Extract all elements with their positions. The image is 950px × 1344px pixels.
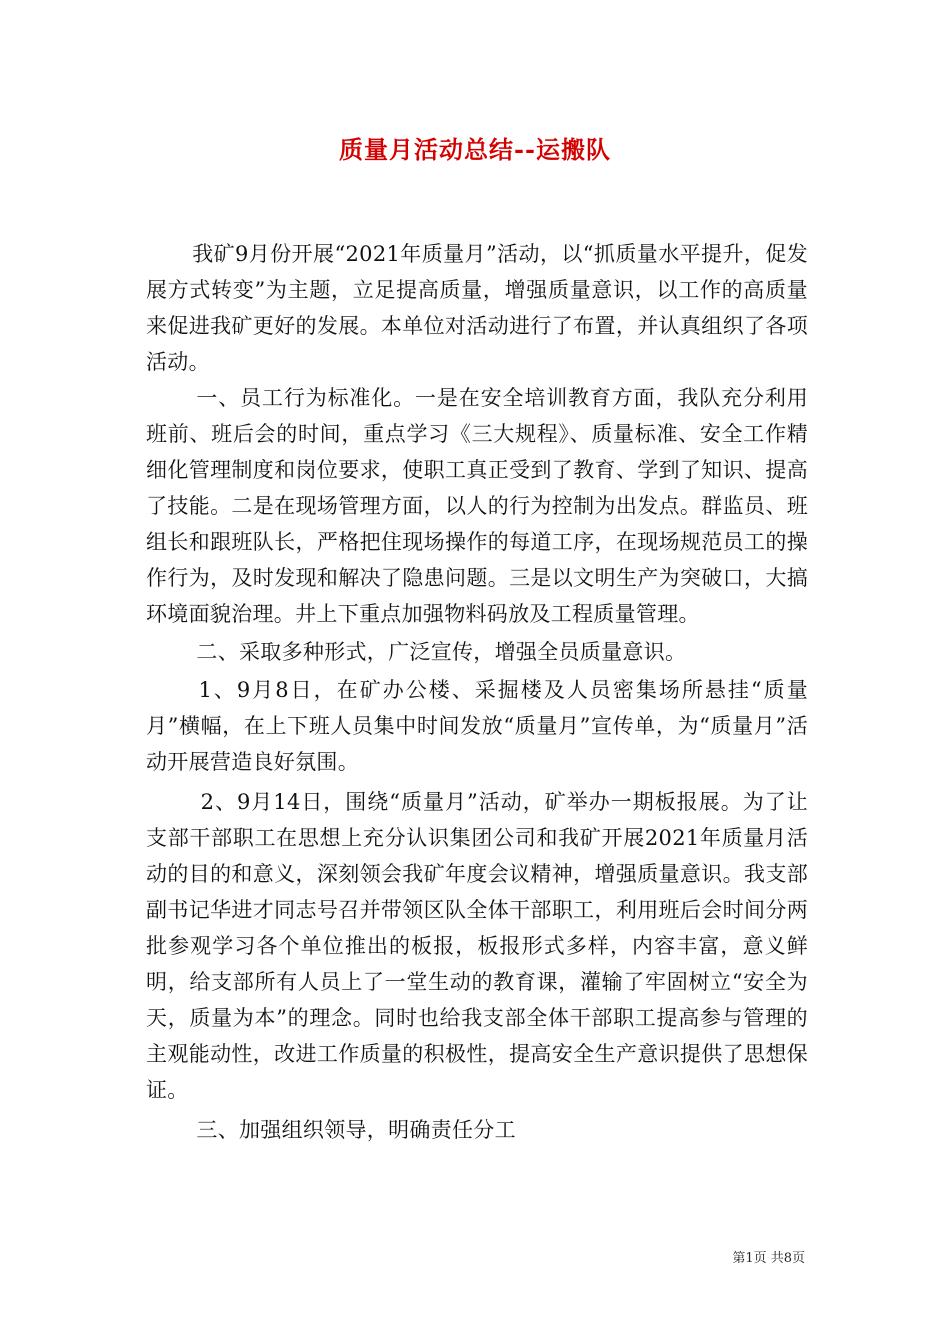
paragraph-item-2: 2、9月14日，围绕“质量月”活动，矿举办一期板报展。为了让支部干部职工在思想上充分认识集团公司和我矿开展2021年质量月活动的目的和意义，深刻领会我矿年度会议精神，增强质量意识。我支部副书记华进才同志号召并带领区队全体干部职工，利用班后会时间分两批参观学习各个单位推出的板报，板报形式多样，内容丰富，意义鲜明，给支部所有人员上了一堂生动的教育课，灌输了牢固树立“安全为天，质量为本”的理念。同时也给我支部全体干部职工提高参与管理的主观能动性，改进工作质量的积极性，提高安全生产意识提供了思想保证。: [146, 790, 808, 1102]
paragraph-section-3-heading: 三、加强组织领导，明确责任分工: [196, 1118, 516, 1142]
document-title: 质量月活动总结--运搬队: [339, 135, 611, 164]
document-body: [146, 236, 808, 1148]
page-number: 第1页 共8页: [732, 1251, 805, 1266]
paragraph-section-1: 一、员工行为标准化。一是在安全培训教育方面，我队充分利用班前、班后会的时间，重点学习《三大规程》、质量标准、安全工作精细化管理制度和岗位要求，使职工真正受到了教育、学到了知识、提高了技能。二是在现场管理方面，以人的行为控制为出发点。群监员、班组长和跟班队长，严格把住现场操作的每道工序，在现场规范员工的操作行为，及时发现和解决了隐患问题。三是以文明生产为突破口，大搞环境面貌治理。井上下重点加强物料码放及工程质量管理。: [146, 386, 808, 626]
paragraph-item-1: 1、9月8日，在矿办公楼、采掘楼及人员密集场所悬挂“质量月”横幅，在上下班人员集中时间发放“质量月”宣传单，为“质量月”活动开展营造良好氛围。: [146, 678, 808, 774]
paragraph-intro: 我矿9月份开展“2021年质量月”活动，以“抓质量水平提升，促发展方式转变”为主题，立足提高质量，增强质量意识，以工作的高质量来促进我矿更好的发展。本单位对活动进行了布置，并认真组织了各项活动。: [146, 242, 808, 374]
paragraph-section-2-heading: 二、采取多种形式，广泛宣传，增强全员质量意识。: [196, 640, 687, 664]
